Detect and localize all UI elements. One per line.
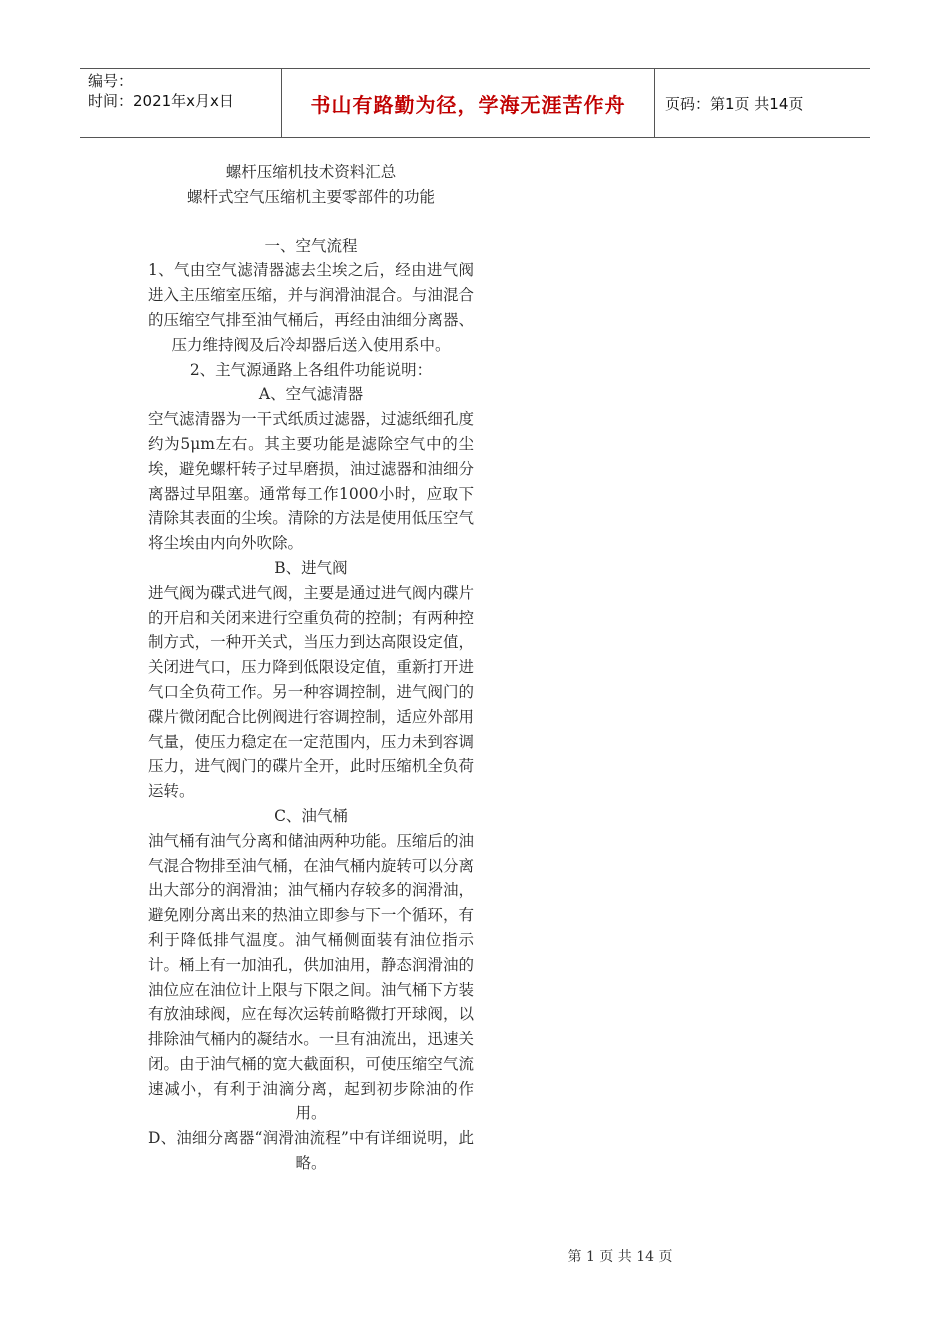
subheading-oil-tank: C、油气桶	[274, 806, 348, 825]
paragraph-air-flow: 1、气由空气滤清器滤去尘埃之后，经由进气阀进入主压缩室压缩，并与润滑油混合。与油混合的压缩空气排至油气桶后，再经由油细分离器、压力维持阀及后冷却器后送入使用系中。	[148, 261, 474, 354]
number-label: 编号：	[88, 72, 134, 90]
motto: 书山有路勤为径，学海无涯苦作舟	[282, 69, 655, 137]
header-meta	[80, 69, 282, 137]
doc-title: 螺杆压缩机技术资料汇总	[225, 163, 397, 181]
page-info: 页码：第1页 共14页	[665, 94, 804, 113]
document-body	[148, 160, 474, 1176]
time-label: 时间：2021年x月x日	[88, 92, 234, 110]
subheading-intake-valve: B、进气阀	[274, 558, 348, 577]
subheading-air-filter: A、空气滤清器	[258, 385, 364, 404]
paragraph-oil-tank: 油气桶有油气分离和储油两种功能。压缩后的油气混合物排至油气桶，在油气桶内旋转可以分离出大部分的润滑油；油气桶内存较多的润滑油，避免刚分离出来的热油立即参与下一个循环，有利于降低排气温度。油气桶侧面装有油位指示计。桶上有一加油孔，供加油用，静态润滑油的油位应在油位计上限与下限之间。油气桶下方装有放油球阀，应在每次运转前略微打开球阀，以排除油气桶内的凝结水。一旦有油流出，迅速关闭。由于油气桶的宽大截面积，可使压缩空气流速减小，有利于油滴分离，起到初步除油的作用。	[148, 831, 474, 1123]
section-heading: 一、空气流程	[264, 236, 358, 255]
page-header	[80, 68, 870, 138]
paragraph-air-filter: 空气滤清器为一干式纸质过滤器，过滤纸细孔度约为5μm左右。其主要功能是滤除空气中的尘埃，避免螺杆转子过早磨损，油过滤器和油细分离器过早阻塞。通常每工作1000小时，应取下清除其表面的尘埃。清除的方法是使用低压空气将尘埃由内向外吹除。	[148, 410, 474, 553]
paragraph-components-intro: 2、主气源通路上各组件功能说明：	[189, 360, 433, 379]
paragraph-oil-separator: D、油细分离器“润滑油流程”中有详细说明，此略。	[148, 1129, 474, 1173]
page-footer: 第 1 页 共 14 页	[567, 1249, 673, 1265]
paragraph-intake-valve: 进气阀为碟式进气阀，主要是通过进气阀内碟片的开启和关闭来进行空重负荷的控制；有两种控制方式，一种开关式，当压力到达高限设定值，关闭进气口，压力降到低限设定值，重新打开进气口全负荷工作。另一种容调控制，进气阀门的碟片微闭配合比例阀进行容调控制，适应外部用气量，使压力稳定在一定范围内，压力未到容调压力，进气阀门的碟片全开，此时压缩机全负荷运转。	[148, 583, 474, 801]
doc-subtitle: 螺杆式空气压缩机主要零部件的功能	[186, 187, 435, 206]
